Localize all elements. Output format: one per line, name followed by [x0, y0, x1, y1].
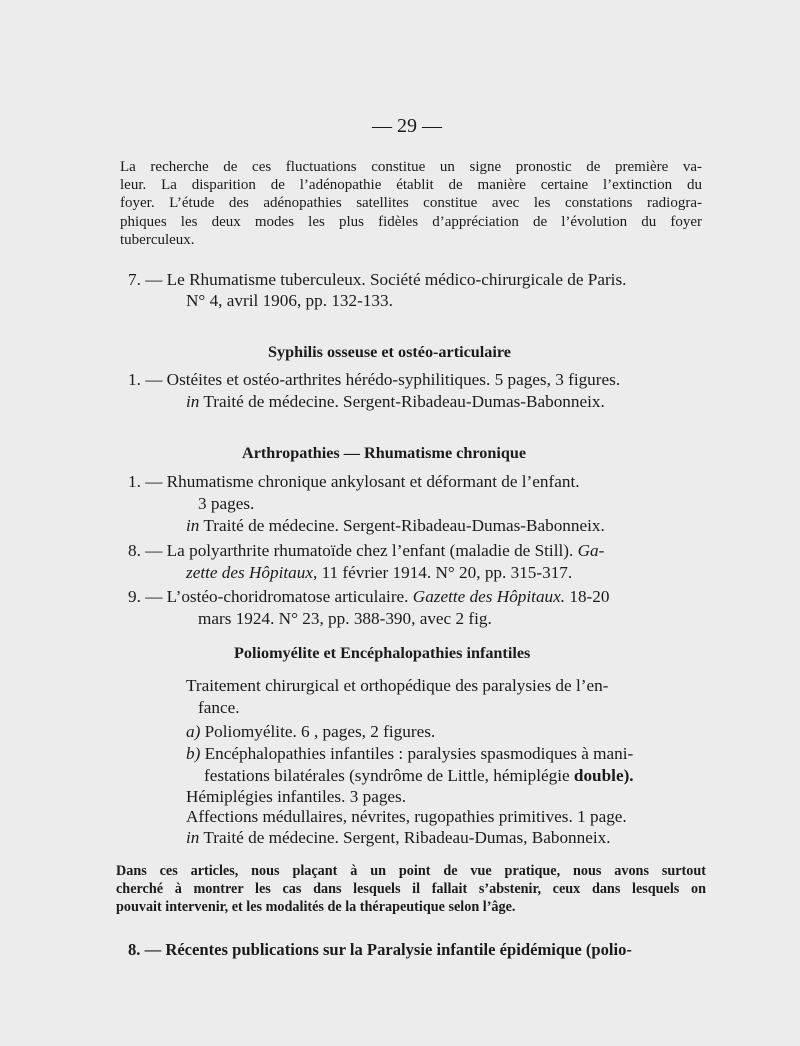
- polio-line-8: in Traité de médecine. Sergent, Ribadeau-Dumas, Babonneix.: [186, 828, 611, 847]
- section-heading-arthropathies: Arthropathies — Rhumatisme chronique: [242, 444, 527, 462]
- polio-line-2: fance.: [198, 698, 240, 717]
- arthro-item-9-line-1: 9. — L’ostéo-choridromatose articulaire. Gazette des Hôpitaux. 18-20: [128, 587, 610, 606]
- intro-line: La recherche de ces fluctuations constitue un signe pronostic de première va-: [120, 159, 702, 175]
- page-number: — 29 —: [372, 115, 442, 137]
- notes-line: pouvait intervenir, et les modalités de la thérapeutique selon l’âge.: [116, 898, 516, 915]
- syphilis-item-1-line-2: in Traité de médecine. Sergent-Ribadeau-Dumas-Babonneix.: [186, 392, 605, 411]
- intro-paragraph: [120, 158, 702, 249]
- final-item-8: 8. — Récentes publications sur la Paralysie infantile épidémique (polio-: [128, 940, 632, 959]
- intro-line: foyer. L’étude des adénopathies satellites constitue avec les constations radiogra-: [120, 195, 702, 212]
- notes-line: Dans ces articles, nous plaçant à un point de vue pratique, nous avons surtout: [116, 863, 706, 879]
- arthro-item-1-line-3: in Traité de médecine. Sergent-Ribadeau-Dumas-Babonneix.: [186, 516, 605, 535]
- polio-line-4: b) Encéphalopathies infantiles : paralysies spasmodiques à mani-: [186, 744, 634, 763]
- section-heading-syphilis: Syphilis osseuse et ostéo-articulaire: [268, 343, 511, 361]
- syphilis-item-1-line-1: 1. — Ostéites et ostéo-arthrites hérédo-syphilitiques. 5 pages, 3 figures.: [128, 370, 621, 389]
- arthro-item-9-line-2: mars 1924. N° 23, pp. 388-390, avec 2 fig.: [198, 609, 492, 628]
- intro-line: phiques les deux modes les plus fidèles d’appréciation de l’évolution du foyer: [120, 213, 702, 230]
- intro-line: leur. La disparition de l’adénopathie établit de manière certaine l’extinction du: [120, 177, 702, 194]
- polio-line-3: a) Poliomyélite. 6 , pages, 2 figures.: [186, 722, 436, 741]
- item-7-line-2: N° 4, avril 1906, pp. 132-133.: [186, 291, 393, 310]
- arthro-item-8-line-1: 8. — La polyarthrite rhumatoïde chez l’enfant (maladie de Still). Ga-: [128, 541, 605, 560]
- polio-line-5: festations bilatérales (syndrôme de Little, hémiplégie double).: [204, 766, 634, 785]
- polio-line-6: Hémiplégies infantiles. 3 pages.: [186, 787, 407, 806]
- notes-line: cherché à montrer les cas dans lesquels il fallait s’abstenir, ceux dans lesquels on: [116, 880, 706, 897]
- arthro-item-1-line-1: 1. — Rhumatisme chronique ankylosant et déformant de l’enfant.: [128, 472, 580, 491]
- section-heading-poliomyelite: Poliomyélite et Encéphalopathies infantiles: [234, 644, 531, 662]
- intro-line: tuberculeux.: [120, 231, 195, 248]
- arthro-item-8-line-2: zette des Hôpitaux, 11 février 1914. N° 20, pp. 315-317.: [186, 563, 573, 582]
- item-7-line-1: 7. — Le Rhumatisme tuberculeux. Société médico-chirurgicale de Paris.: [128, 270, 627, 289]
- arthro-item-1-line-2: 3 pages.: [198, 494, 255, 513]
- polio-line-7: Affections médullaires, névrites, rugopathies primitives. 1 page.: [186, 807, 627, 826]
- polio-line-1: Traitement chirurgical et orthopédique des paralysies de l’en-: [186, 676, 609, 695]
- notes-paragraph: [116, 863, 706, 916]
